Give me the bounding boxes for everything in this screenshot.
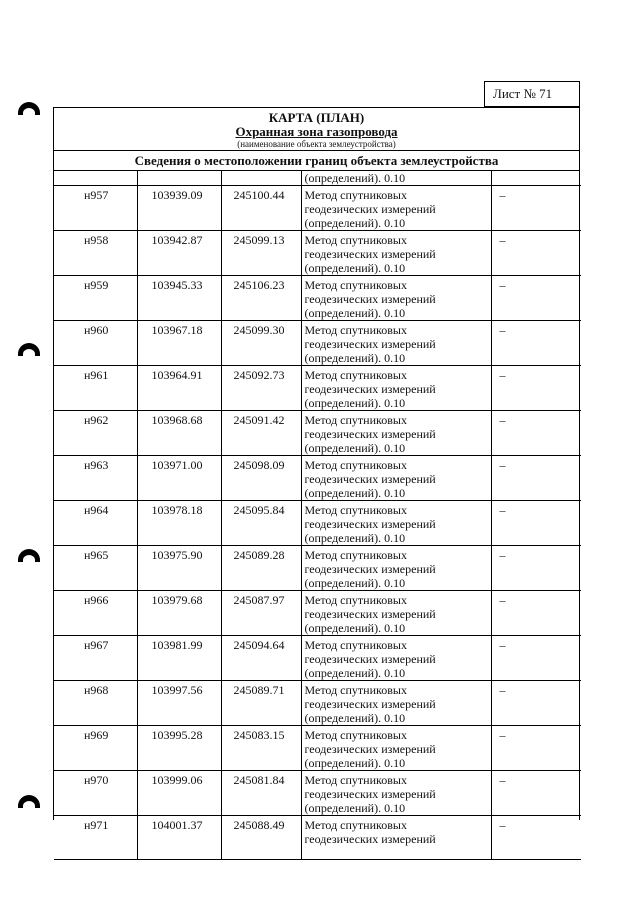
point-number: н963 [84, 458, 109, 472]
note-text: – [499, 548, 506, 562]
point-number: н959 [84, 278, 109, 292]
note-text: – [499, 458, 506, 472]
note-text: – [499, 233, 506, 247]
method-text [302, 771, 491, 815]
method-line: Метод спутниковых [304, 323, 407, 337]
note-text: – [499, 638, 506, 652]
method-text [302, 681, 491, 725]
method-text [302, 726, 491, 770]
note-text: – [499, 323, 506, 337]
coordinate-x: 103999.06 [151, 773, 203, 787]
coordinate-x: 103942.87 [151, 233, 203, 247]
map-header [54, 108, 579, 151]
point-number: н967 [84, 638, 109, 652]
method-line: геодезических измерений [304, 427, 436, 441]
map-title: КАРТА (ПЛАН) [268, 110, 365, 125]
method-line: геодезических измерений [304, 787, 436, 801]
object-caption: (наименование объекта землеустройства) [237, 139, 396, 149]
point-number: н960 [84, 323, 109, 337]
coordinate-y: 245106.23 [233, 278, 285, 292]
method-line: (определений). 0.10 [304, 801, 406, 815]
coordinate-y: 245089.71 [233, 683, 285, 697]
coordinate-x: 103975.90 [151, 548, 203, 562]
coordinate-x: 103967.18 [151, 323, 203, 337]
coordinate-x: 104001.37 [151, 818, 203, 832]
method-text [302, 366, 491, 410]
method-line: Метод спутниковых [304, 818, 407, 832]
table-row [54, 726, 581, 771]
method-line: (определений). 0.10 [304, 351, 406, 365]
point-number: н965 [84, 548, 109, 562]
method-line: (определений). 0.10 [304, 666, 406, 680]
coordinate-y: 245087.97 [233, 593, 285, 607]
coordinate-y: 245099.30 [233, 323, 285, 337]
method-line: геодезических измерений [304, 562, 436, 576]
method-line: Метод спутниковых [304, 773, 407, 787]
method-line: Метод спутниковых [304, 728, 407, 742]
note-text: – [499, 368, 506, 382]
coordinate-y: 245098.09 [233, 458, 285, 472]
method-text [302, 456, 491, 500]
note-text: – [499, 818, 506, 832]
method-line: геодезических измерений [304, 202, 436, 216]
coordinate-y: 245095.84 [233, 503, 285, 517]
sheet-number: Лист № 71 [484, 81, 580, 107]
point-number: н968 [84, 683, 109, 697]
coordinate-y: 245083.15 [233, 728, 285, 742]
coordinate-y: 245091.42 [233, 413, 285, 427]
object-name: Охранная зона газопровода [235, 124, 398, 139]
method-line: Метод спутниковых [304, 683, 407, 697]
table-row [54, 591, 581, 636]
note-text: – [499, 188, 506, 202]
table-row [54, 231, 581, 276]
note-text: – [499, 503, 506, 517]
coordinate-y: 245099.13 [233, 233, 285, 247]
coordinate-x: 103968.68 [151, 413, 203, 427]
method-line: геодезических измерений [304, 832, 436, 846]
method-line: геодезических измерений [304, 472, 436, 486]
binder-hole-mark [18, 102, 40, 115]
coordinates-table [54, 171, 581, 860]
method-line: геодезических измерений [304, 652, 436, 666]
method-text [302, 186, 491, 230]
table-row-continued [54, 171, 581, 186]
table-row [54, 321, 581, 366]
method-line: геодезических измерений [304, 742, 436, 756]
method-text [302, 636, 491, 680]
method-line: геодезических измерений [304, 292, 436, 306]
method-line: геодезических измерений [304, 382, 436, 396]
method-line: Метод спутниковых [304, 593, 407, 607]
binder-hole-mark [18, 795, 40, 808]
method-line: Метод спутниковых [304, 368, 407, 382]
method-text [302, 501, 491, 545]
continued-method-text: (определений). 0.10 [304, 171, 406, 185]
point-number: н969 [84, 728, 109, 742]
method-line: Метод спутниковых [304, 503, 407, 517]
binder-hole-mark [18, 549, 40, 562]
method-line: (определений). 0.10 [304, 621, 406, 635]
method-line: (определений). 0.10 [304, 486, 406, 500]
coordinate-x: 103995.28 [151, 728, 203, 742]
table-row [54, 636, 581, 681]
method-line: (определений). 0.10 [304, 756, 406, 770]
coordinate-y: 245094.64 [233, 638, 285, 652]
point-number: н964 [84, 503, 109, 517]
method-line: (определений). 0.10 [304, 576, 406, 590]
method-line: Метод спутниковых [304, 188, 407, 202]
table-row [54, 546, 581, 591]
point-number: н957 [84, 188, 109, 202]
coordinate-y: 245092.73 [233, 368, 285, 382]
method-text [302, 411, 491, 455]
coordinate-x: 103997.56 [151, 683, 203, 697]
method-line: Метод спутниковых [304, 413, 407, 427]
coordinate-x: 103978.18 [151, 503, 203, 517]
table-row [54, 816, 581, 860]
document-frame [53, 107, 580, 846]
coordinate-x: 103979.68 [151, 593, 203, 607]
coordinate-x: 103945.33 [151, 278, 203, 292]
method-line: геодезических измерений [304, 517, 436, 531]
table-row [54, 366, 581, 411]
method-text [302, 231, 491, 275]
note-text: – [499, 683, 506, 697]
binder-hole-mark [18, 343, 40, 356]
method-text [302, 546, 491, 590]
coordinate-y: 245100.44 [233, 188, 285, 202]
method-line: Метод спутниковых [304, 638, 407, 652]
table-row [54, 411, 581, 456]
method-line: (определений). 0.10 [304, 216, 406, 230]
note-text: – [499, 593, 506, 607]
method-line: (определений). 0.10 [304, 306, 406, 320]
method-text [302, 276, 491, 320]
method-line: (определений). 0.10 [304, 531, 406, 545]
table-row [54, 186, 581, 231]
note-text: – [499, 773, 506, 787]
section-title: Сведения о местоположении границ объекта землеустройства [54, 151, 579, 171]
table-row [54, 276, 581, 321]
table-row [54, 681, 581, 726]
point-number: н966 [84, 593, 109, 607]
coordinate-x: 103964.91 [151, 368, 203, 382]
method-line: Метод спутниковых [304, 278, 407, 292]
method-text [302, 816, 491, 846]
method-line: Метод спутниковых [304, 458, 407, 472]
coordinate-x: 103981.99 [151, 638, 203, 652]
point-number: н958 [84, 233, 109, 247]
method-line: (определений). 0.10 [304, 396, 406, 410]
method-text [302, 321, 491, 365]
method-line: геодезических измерений [304, 607, 436, 621]
point-number: н971 [84, 818, 109, 832]
method-line: (определений). 0.10 [304, 711, 406, 725]
coordinate-x: 103939.09 [151, 188, 203, 202]
point-number: н962 [84, 413, 109, 427]
method-line: (определений). 0.10 [304, 261, 406, 275]
method-line: геодезических измерений [304, 337, 436, 351]
coordinate-y: 245081.84 [233, 773, 285, 787]
table-row [54, 456, 581, 501]
point-number: н961 [84, 368, 109, 382]
method-line: Метод спутниковых [304, 233, 407, 247]
note-text: – [499, 413, 506, 427]
coordinate-y: 245088.49 [233, 818, 285, 832]
point-number: н970 [84, 773, 109, 787]
method-line: Метод спутниковых [304, 548, 407, 562]
table-row [54, 771, 581, 816]
coordinate-y: 245089.28 [233, 548, 285, 562]
method-text [302, 591, 491, 635]
note-text: – [499, 728, 506, 742]
coordinate-x: 103971.00 [151, 458, 203, 472]
method-line: геодезических измерений [304, 697, 436, 711]
method-line: геодезических измерений [304, 247, 436, 261]
method-line: (определений). 0.10 [304, 441, 406, 455]
note-text: – [499, 278, 506, 292]
table-row [54, 501, 581, 546]
